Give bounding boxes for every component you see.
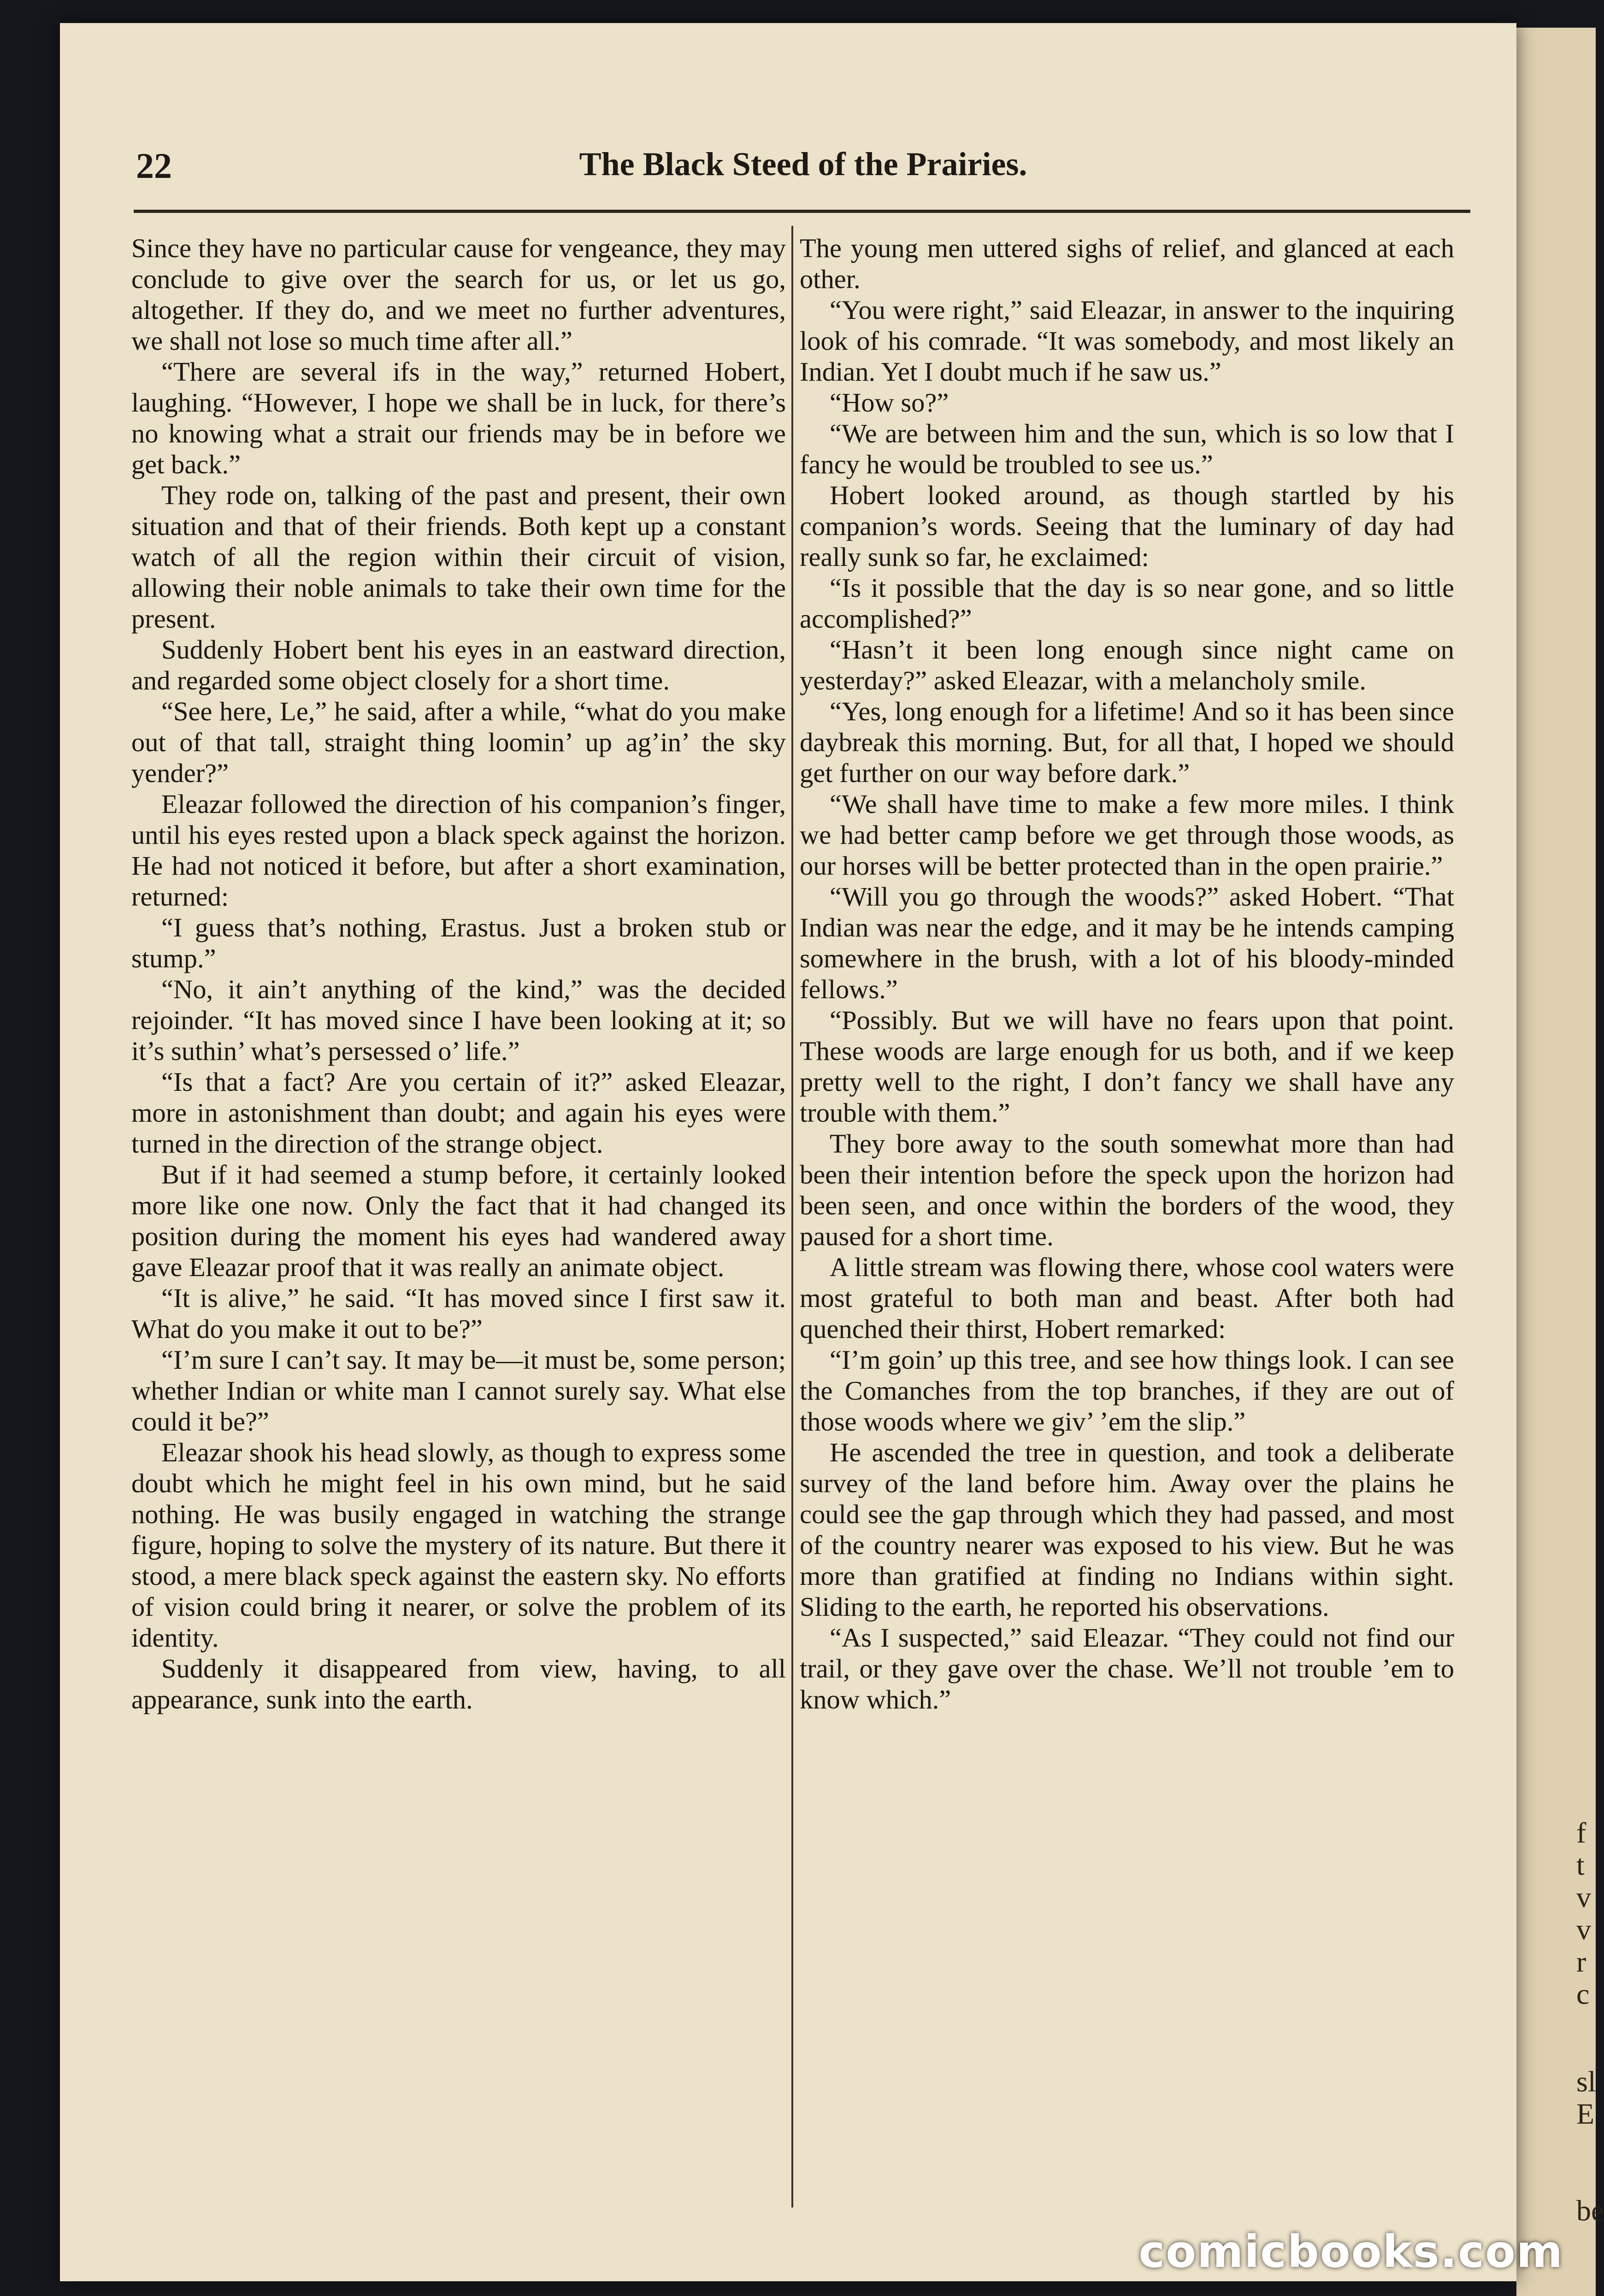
paragraph: Eleazar shook his head slowly, as though to express some doubt which he might feel in his own mind, but he said nothing. He was busily engaged in watching the strange figure, hoping to solve the mystery of its nature. But there it stood, a mere black speck against the eastern sky. No efforts of vision could bring it nearer, or solve the problem of its identity. (131, 1437, 786, 1653)
paragraph: He ascended the tree in question, and took a deliberate survey of the land before him. Away over the plains he could see the gap through which they had passed, and most of the country nearer was exposed to his view. But he was more than gratified at finding no Indians within sight. Sliding to the earth, he reported his observations. (800, 1437, 1454, 1622)
paragraph: “Is that a fact? Are you certain of it?” asked Eleazar, more in astonishment than doubt; and again his eyes were turned in the direction of the strange object. (131, 1067, 786, 1159)
paragraph: Hobert looked around, as though startled by his companion’s words. Seeing that the luminary of day had really sunk so far, he exclaimed: (800, 480, 1454, 572)
paragraph: “See here, Le,” he said, after a while, “what do you make out of that tall, straight thing loomin’ up ag’in’ the sky yender?” (131, 696, 786, 788)
page-header (136, 145, 1470, 191)
paragraph: “Yes, long enough for a lifetime! And so it has been since daybreak this morning. But, for all that, I hoped we should get further on our way before dark.” (800, 696, 1454, 788)
book-page (60, 23, 1516, 2281)
paragraph: “It is alive,” he said. “It has moved since I first saw it. What do you make it out to be?” (131, 1283, 786, 1344)
watermark: comicbooks.com (1138, 2226, 1563, 2278)
paragraph: The young men uttered sighs of relief, and glanced at each other. (800, 233, 1454, 294)
paragraph: “Hasn’t it been long enough since night came on yesterday?” asked Eleazar, with a melancholy smile. (800, 635, 1454, 695)
paragraph: “Will you go through the woods?” asked Hobert. “That Indian was near the edge, and it may be he intends camping somewhere in the brush, with a lot of his bloody-minded fellows.” (800, 882, 1454, 1004)
paragraph: “How so?” (830, 388, 949, 418)
paragraph: “I’m sure I can’t say. It may be—it must be, some person; whether Indian or white man I cannot surely say. What else could it be?” (131, 1345, 786, 1436)
paragraph: They bore away to the south somewhat more than had been their intention before the speck upon the horizon had been seen, and once within the borders of the wood, they paused for a short time. (800, 1129, 1454, 1251)
paragraph: Eleazar followed the direction of his companion’s finger, until his eyes rested upon a black speck against the horizon. He had not noticed it before, but after a short examination, returned: (131, 789, 786, 912)
paragraph: “We are between him and the sun, which is so low that I fancy he would be troubled to see us.” (800, 418, 1454, 479)
paragraph: “I guess that’s nothing, Erastus. Just a broken stub or stump.” (131, 913, 786, 973)
paragraph: Suddenly Hobert bent his eyes in an eastward direction, and regarded some object closely for a short time. (131, 635, 786, 695)
paragraph: But if it had seemed a stump before, it certainly looked more like one now. Only the fact that it had changed its position during the moment his eyes had wandered away gave Eleazar proof that it was really an animate object. (131, 1160, 786, 1282)
paragraph: “Is it possible that the day is so near gone, and so little accomplished?” (800, 573, 1454, 634)
column-divider (791, 226, 793, 2208)
paragraph: “No, it ain’t anything of the kind,” was the decided rejoinder. “It has moved since I have been looking at it; so it’s suthin’ what’s persessed o’ life.” (131, 974, 786, 1066)
paragraph: Since they have no particular cause for vengeance, they may conclude to give over the search for us, or let us go, altogether. If they do, and we meet no further adventures, we shall not lose so much time after all.” (131, 233, 786, 356)
paragraph: “As I suspected,” said Eleazar. “They could not find our trail, or they gave over the chase. We’ll not trouble ’em to know which.” (800, 1623, 1454, 1714)
left-column (131, 233, 786, 2214)
paragraph: “We shall have time to make a few more miles. I think we had better camp before we get through those woods, as our horses will be better protected than in the open prairie.” (800, 789, 1454, 881)
paragraph: “Possibly. But we will have no fears upon that point. These woods are large enough for us both, and if we keep pretty well to the right, I don’t fancy we shall have any trouble with them.” (800, 1005, 1454, 1128)
paragraph: They rode on, talking of the past and present, their own situation and that of their friends. Both kept up a constant watch of all the region within their circuit of vision, allowing their noble animals to take their own time for the present. (131, 480, 786, 634)
adjacent-page-edge: f t v v r c sl E be (1516, 28, 1596, 2296)
paragraph: Suddenly it disappeared from view, having, to all appearance, sunk into the earth. (131, 1654, 786, 1714)
page-number: 22 (136, 146, 172, 186)
paragraph: “I’m goin’ up this tree, and see how things look. I can see the Comanches from the top branches, if they are out of those woods where we giv’ ’em the slip.” (800, 1345, 1454, 1436)
paragraph: A little stream was flowing there, whose cool waters were most grateful to both man and beast. After both had quenched their thirst, Hobert remarked: (800, 1252, 1454, 1344)
paragraph: “You were right,” said Eleazar, in answer to the inquiring look of his comrade. “It was somebody, and most likely an Indian. Yet I doubt much if he saw us.” (800, 295, 1454, 387)
header-rule (134, 210, 1470, 213)
paragraph: “There are several ifs in the way,” returned Hobert, laughing. “However, I hope we shall be in luck, for there’s no knowing what a strait our friends may be in before we get back.” (131, 357, 786, 479)
right-column (800, 233, 1454, 2214)
running-title: The Black Steed of the Prairies. (579, 146, 1027, 183)
